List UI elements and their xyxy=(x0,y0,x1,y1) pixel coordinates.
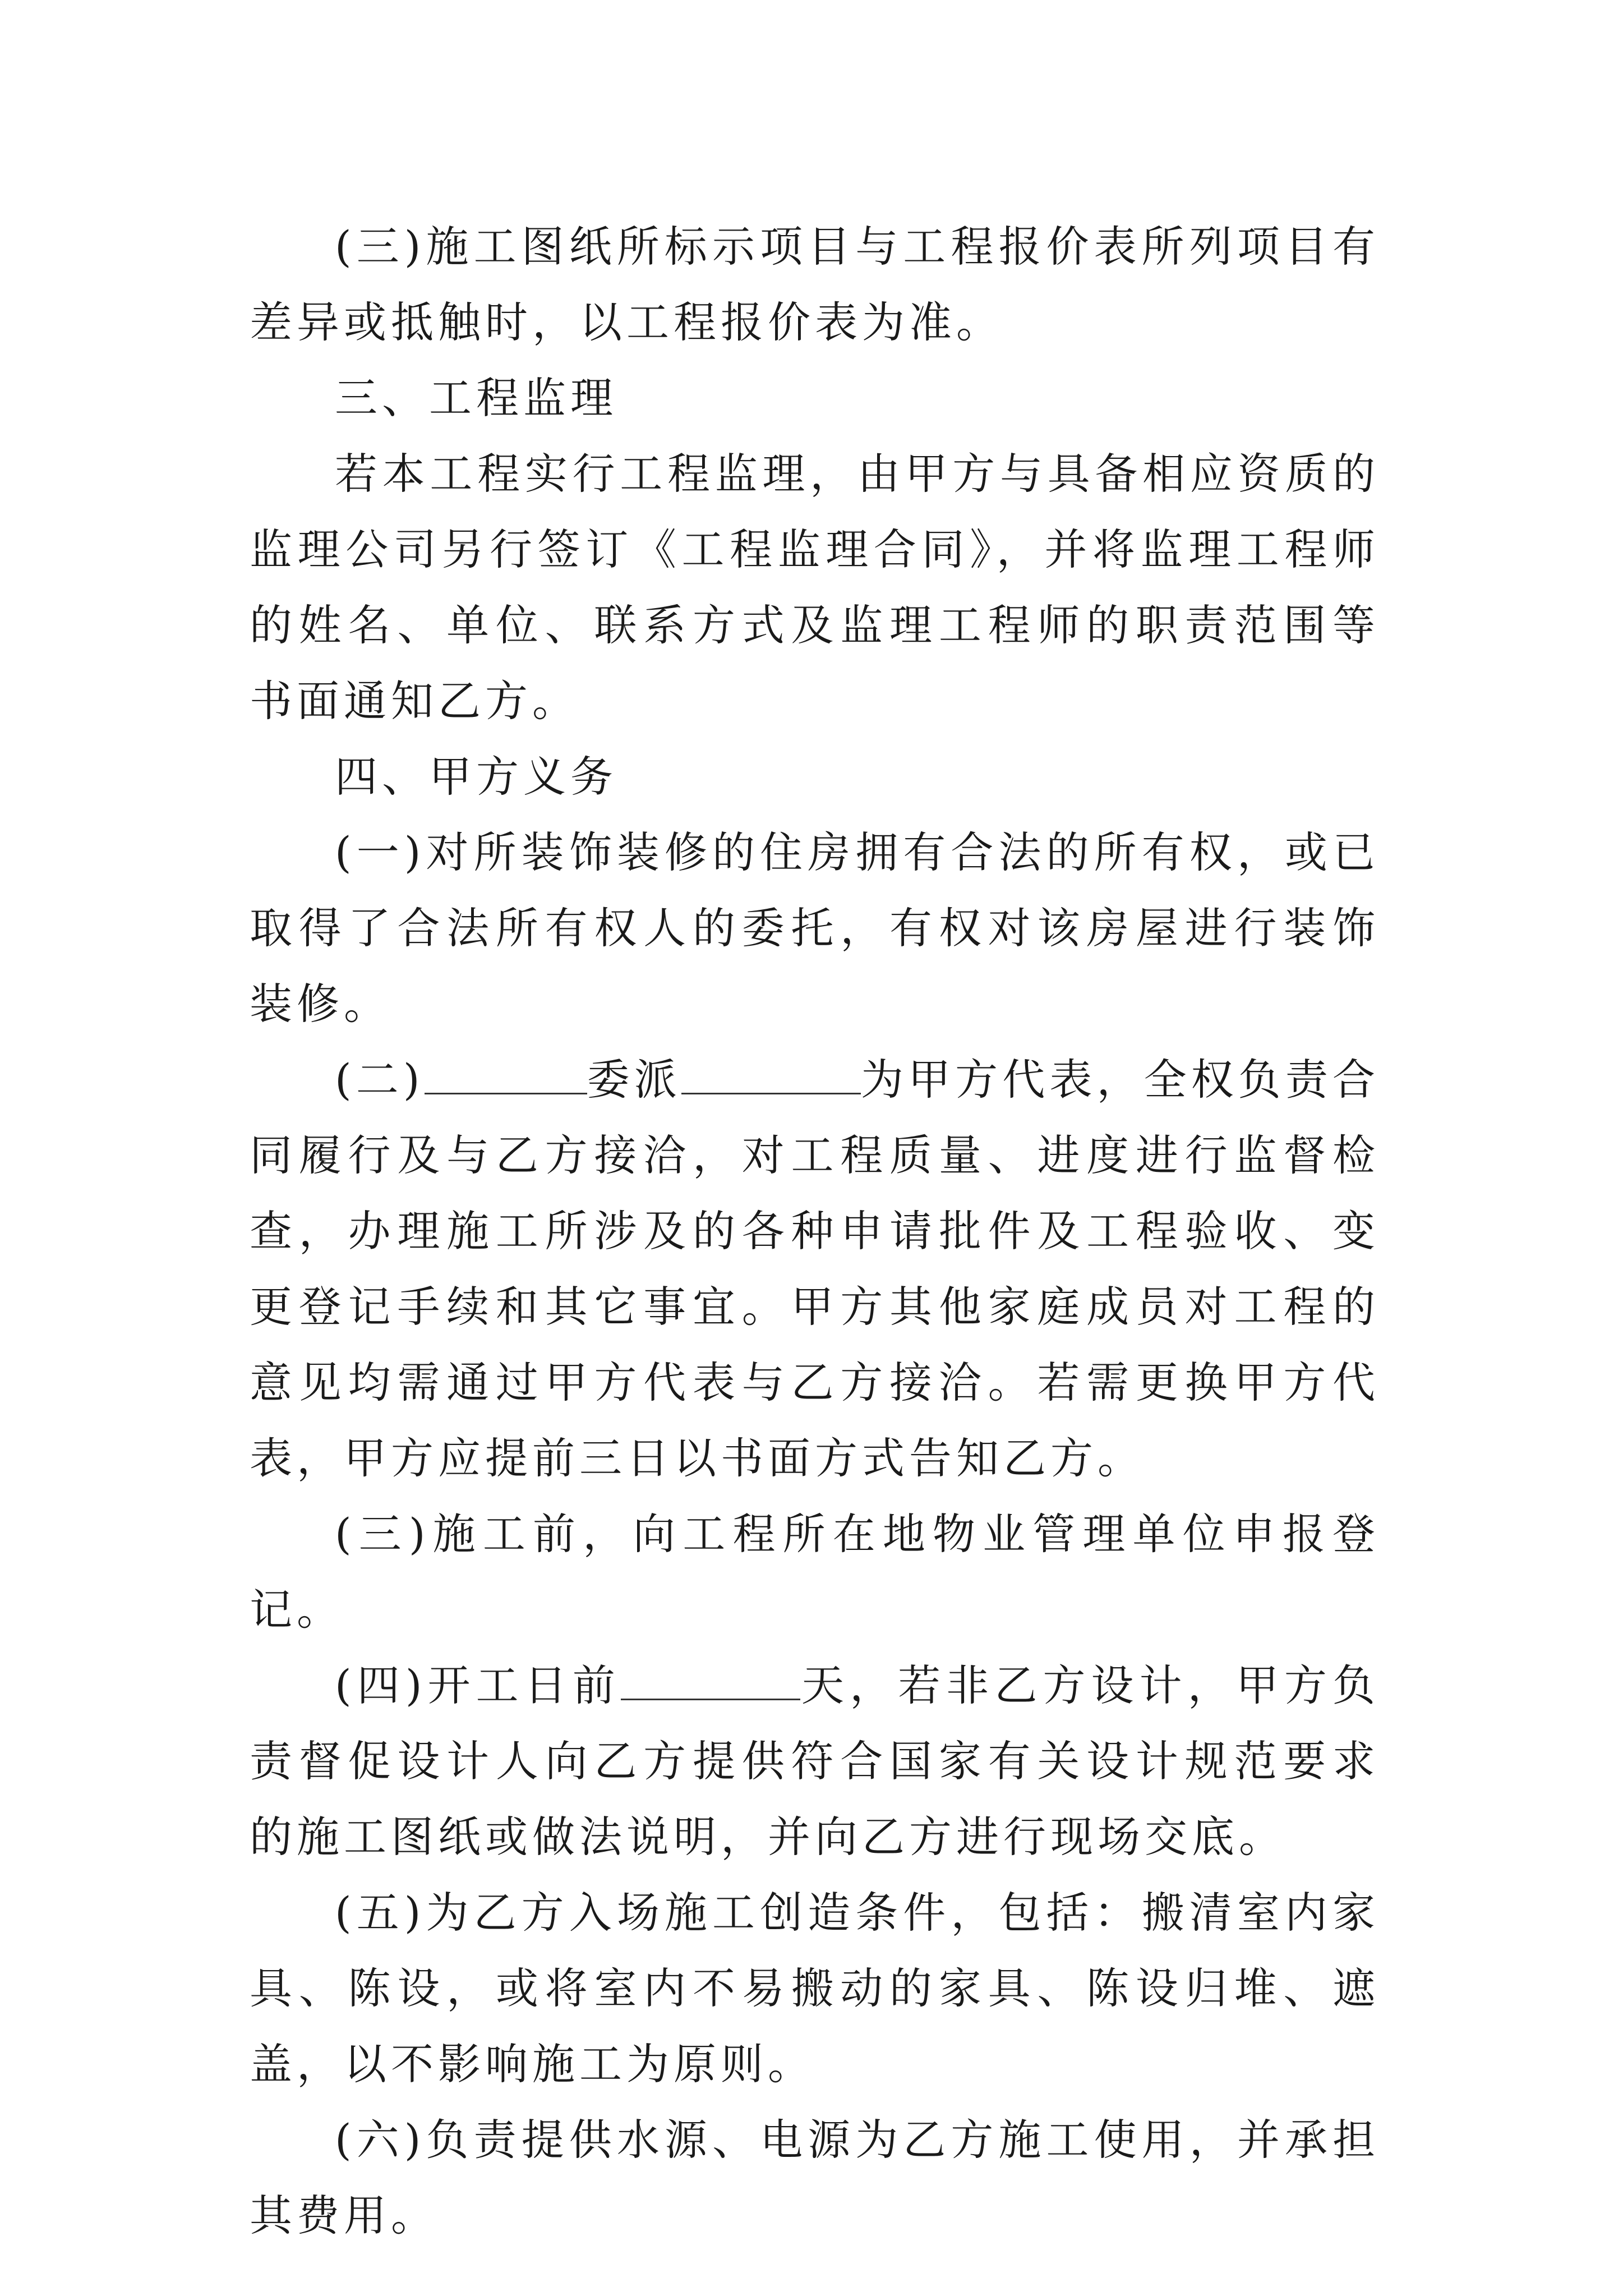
blank-field-representative[interactable] xyxy=(681,1058,861,1094)
paragraph-drawings-supply xyxy=(250,1648,1380,1875)
representative-mid: 委派 xyxy=(587,1055,681,1105)
section-heading-supervision: 三、工程监理 xyxy=(335,373,617,423)
representative-prefix: (二) xyxy=(335,1055,425,1105)
paragraph-ownership: (一)对所装饰装修的住房拥有合法的所有权，或已取得了合法所有权人的委托，有权对该房屋进行装饰装修。 xyxy=(250,827,1380,1029)
blank-field-days[interactable] xyxy=(621,1664,800,1700)
drawings-rest: 天，若非乙方设计，甲方负责督促设计人向乙方提供符合国家有关设计规范要求的施工图纸或做法说明，并向乙方进行现场交底。 xyxy=(250,1660,1380,1862)
document-page xyxy=(250,209,1380,2253)
paragraph-utilities: (六)负责提供水源、电源为乙方施工使用，并承担其费用。 xyxy=(250,2115,1380,2240)
paragraph-representative xyxy=(250,1042,1380,1496)
blank-field-appointer[interactable] xyxy=(425,1058,587,1094)
paragraph-supervision: 若本工程实行工程监理，由甲方与具备相应资质的监理公司另行签订《工程监理合同》，并将监理工程师的姓名、单位、联系方式及监理工程师的职责范围等书面通知乙方。 xyxy=(250,449,1380,726)
paragraph-drawings-discrepancy: (三)施工图纸所标示项目与工程报价表所列项目有差异或抵触时，以工程报价表为准。 xyxy=(250,222,1380,347)
section-heading-party-a-obligations: 四、甲方义务 xyxy=(335,752,617,802)
paragraph-registration: (三)施工前，向工程所在地物业管理单位申报登记。 xyxy=(250,1509,1380,1635)
representative-rest: 为甲方代表，全权负责合同履行及与乙方接洽，对工程质量、进度进行监督检查，办理施工所涉及的各种申请批件及工程验收、变更登记手续和其它事宜。甲方其他家庭成员对工程的意见均需通过甲方代表与乙方接洽。若需更换甲方代表，甲方应提前三日以书面方式告知乙方。 xyxy=(250,1055,1380,1483)
paragraph-site-conditions: (五)为乙方入场施工创造条件，包括：搬清室内家具、陈设，或将室内不易搬动的家具、陈设归堆、遮盖，以不影响施工为原则。 xyxy=(250,1888,1380,2089)
drawings-prefix: (四)开工日前 xyxy=(335,1660,621,1710)
